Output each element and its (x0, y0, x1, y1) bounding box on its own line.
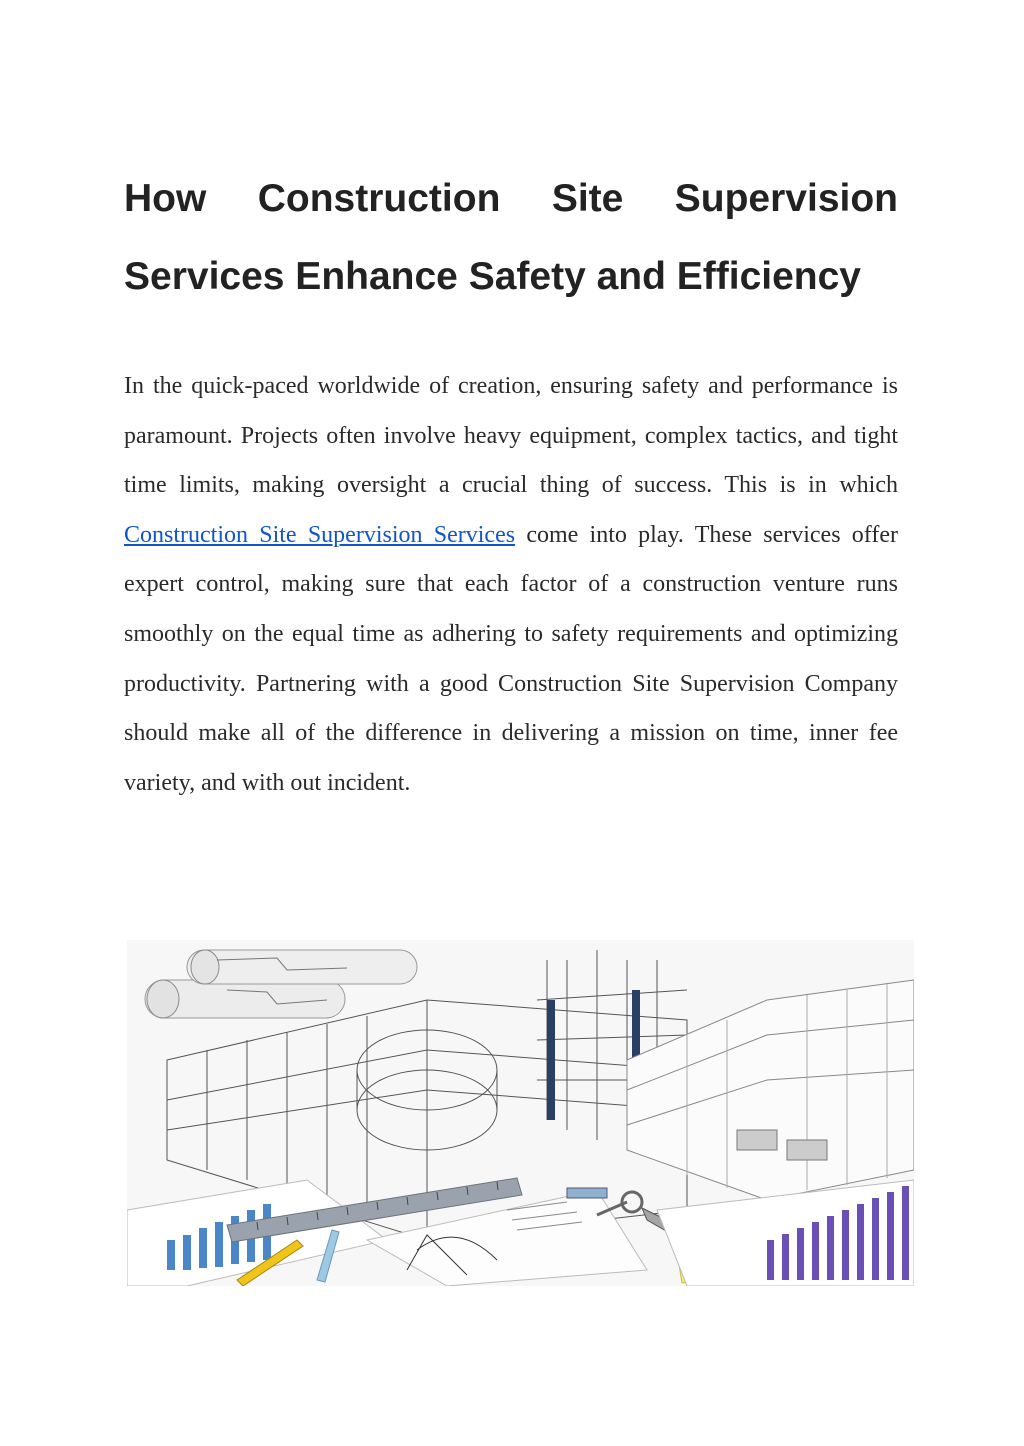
intro-paragraph (124, 362, 898, 808)
construction-site-supervision-services-link[interactable]: Construction Site Supervision Services (124, 521, 516, 548)
page-title: How Construction Site Supervision Services Enhance Safety and Efficiency (124, 177, 898, 298)
paragraph-text-after-link: come into play. These services offer expert control, making sure that each factor of a construction venture runs smoothly on the equal time as adhering to safety requirements and optimizing productivity. Partnering with a good Construction Site Supervision Company should make all of the difference in delivering a mission on time, inner fee variety, and with out incident. (124, 521, 898, 796)
paragraph-text-before-link: In the quick-paced worldwide of creation, ensuring safety and performance is paramount. Projects often involve heavy equipment, complex tactics, and tight time limits, making oversight a crucial thing of success. This is in which (124, 373, 898, 499)
construction-wireframe-image (127, 940, 914, 1286)
